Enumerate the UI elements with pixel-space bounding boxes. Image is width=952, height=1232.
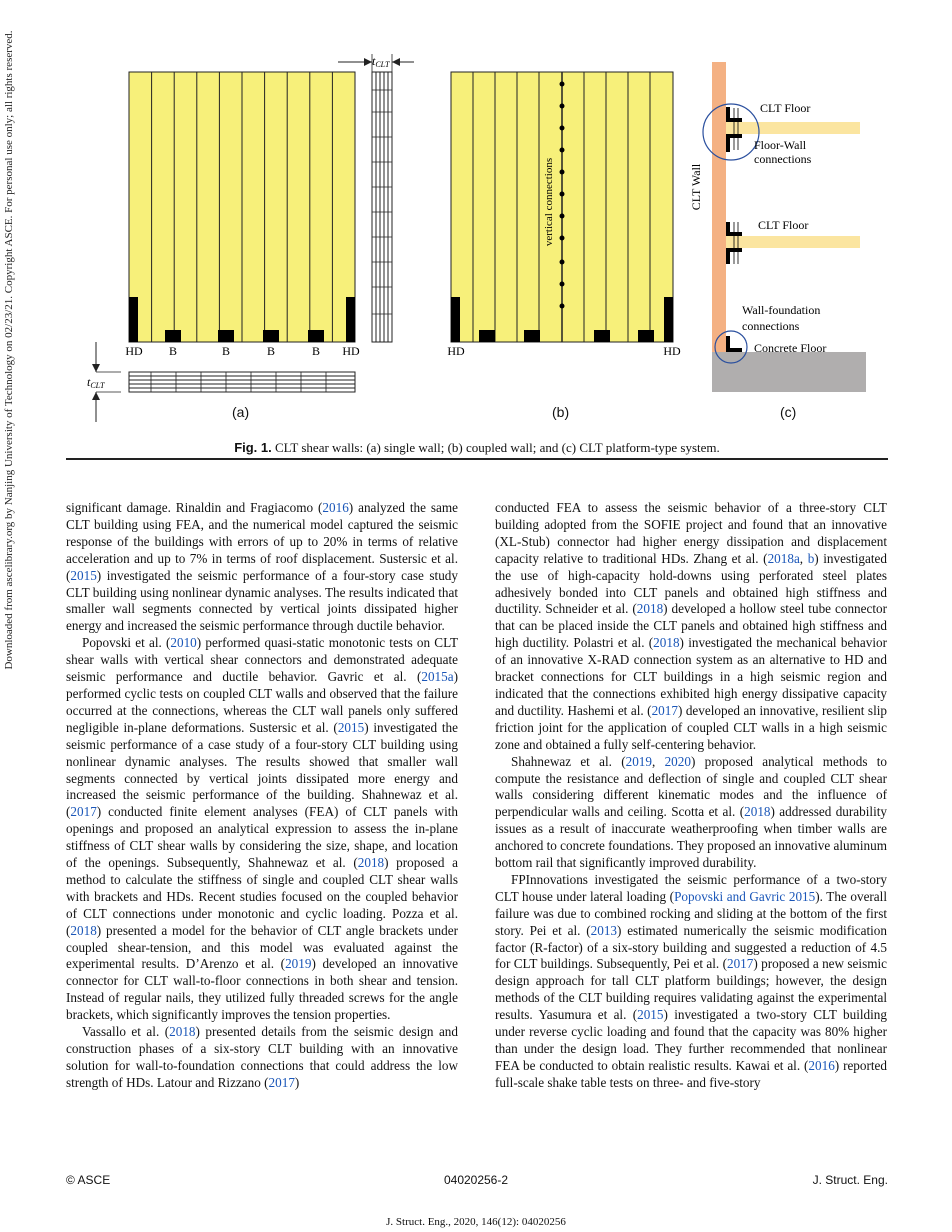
paragraph-text: ) investigated the use of high-capacity hold-downs using perforated steel plates adhesively bonded into CLT panels and obtained high stiffness and ductility. Schneider et al. ( xyxy=(495,550,887,617)
panel-b-bottom-labels xyxy=(447,344,681,358)
panel-a-wall xyxy=(129,72,355,342)
panel-b-wall xyxy=(451,72,673,342)
paragraph-text: FPInnovations investigated the seismic performance of a two-story CLT house under lateral loading ( xyxy=(495,871,887,904)
footer-page-id: 04020256-2 xyxy=(443,1173,509,1187)
paragraph-text: conducted FEA to assess the seismic behavior of a three-story CLT building adopted from the SOFIE project and found that an innovative (XL-Stub) connector had higher energy dissipation and displacement capacity relative to traditional HDs. Zhang et al. ( xyxy=(495,500,887,566)
paragraph-text: ) presented a model for the behavior of CLT angle brackets under coupled shear-tension, and this model was evaluated against the experimental results. D’Arenzo et al. ( xyxy=(66,922,458,972)
panel-a-label: (a) xyxy=(232,404,250,420)
paragraph-text: ) estimated numerically the seismic modification factor (R-factor) of a six-story building and suggested a reduction of 4.5 for CLT buildings. Subsequently, Pei et al. ( xyxy=(495,922,887,972)
citation-link[interactable]: 2018 xyxy=(169,1024,196,1040)
vertical-connections-label: vertical connections xyxy=(543,157,555,247)
panel-c-labels xyxy=(742,101,826,355)
paragraph-text: ) investigated the seismic performance of a case study of a four-story CLT building using nonlinear dynamic analyses. The results showed that smaller wall segments connected by vertical joints dissipated more energy and increased the seismic performance of the building. Shahnewaz et al. ( xyxy=(66,719,458,820)
paragraph-text: ) developed an innovative connector for CLT wall-to-floor connections in both shear and tension. Instead of regular nails, they utilized fully threaded screws for the angle brackets, which significantly improves the tension properties. xyxy=(66,956,458,1023)
paragraph xyxy=(495,872,887,1092)
label-b-3: B xyxy=(266,344,276,358)
bracket-3 xyxy=(263,330,279,342)
citation-link[interactable]: 2018 xyxy=(744,804,771,820)
citation-link[interactable]: 2015a xyxy=(421,669,454,685)
panel-a-bottom-labels xyxy=(125,344,360,358)
paragraph-text: ) reported full-scale shake table tests on three- and five-story xyxy=(495,1057,887,1090)
paragraph-text: ) investigated the mechanical behavior of an innovative X-RAD connection system as an alternative to HD and bracket connections for CLT buildings in a high seismic region and indicated that the connections exhibited high energy dissipative capacity and ductility. Hashemi et al. ( xyxy=(495,635,887,718)
paragraph-text: Popovski et al. ( xyxy=(82,635,171,651)
caption-rule xyxy=(66,458,888,460)
paragraph-text: Vassallo et al. ( xyxy=(82,1024,170,1040)
footer-citation: J. Struct. Eng., 2020, 146(12): 04020256 xyxy=(386,1216,566,1228)
clt-floor-label-2: CLT Floor xyxy=(758,218,809,232)
paragraph-text: ). The overall failure was due to combined rocking and sliding at the bottom of the first story. Pei et al. ( xyxy=(495,888,887,938)
label-b-hd-left: HD xyxy=(447,344,465,358)
panel-b-label: (b) xyxy=(552,404,570,420)
paragraph-text: ) performed quasi-static monotonic tests on CLT shear walls with vertical shear connectors and demonstrated adequate seismic performance and ductile behavior. Gavric et al. ( xyxy=(66,635,458,685)
citation-link[interactable]: 2016 xyxy=(808,1057,835,1073)
citation-link[interactable]: 2010 xyxy=(170,635,197,651)
citation-link[interactable]: 2013 xyxy=(590,922,617,938)
paragraph-text: ) analyzed the same CLT building using FEA, and the numerical model captured the seismic response of the buildings with errors of up to 20% in terms of relative acceleration and up to 7% in terms of roof displacement. Sustersic et al. ( xyxy=(66,500,458,583)
clt-floor-2 xyxy=(726,236,860,248)
paragraph xyxy=(495,500,887,754)
paragraph-text: ) proposed analytical methods to compute the resistance and deflection of single and coupled CLT shear walls considering different kinematic modes and the influence of perpendicular walls and ceiling. Scotta et al. ( xyxy=(495,753,887,820)
citation-link[interactable]: b xyxy=(807,550,815,566)
paragraph-text: ) proposed a method to calculate the stiffness of single and coupled CLT shear walls with brackets and HDs. Recent studies focused on the coupled behavior of CLT connections under monotonic and cyclic loading. Pozza et al. ( xyxy=(66,855,458,938)
right-column xyxy=(495,500,887,1092)
t-clt-bottom-label: tCLT xyxy=(87,375,105,390)
hold-down-right xyxy=(346,297,355,342)
citation-link[interactable]: 2017 xyxy=(268,1074,295,1090)
paragraph-text: ) conducted finite element analyses (FEA) of CLT panels with openings and proposed an analytical expression to assess the in-plane stiffness of CLT shear walls by considering the size, shape, and location of the openings. Subsequently, Shahnewaz et al. ( xyxy=(66,804,458,871)
paragraph-text: ) developed an innovative, resilient slip friction joint for the application of coupled CLT walls in a high seismic zone and obtained a fully self-centering behavior. xyxy=(495,702,887,752)
caption-text: CLT shear walls: (a) single wall; (b) coupled wall; and (c) CLT platform-type system. xyxy=(271,440,720,455)
clt-floor-label-1: CLT Floor xyxy=(760,101,811,115)
paragraph xyxy=(495,754,887,872)
paragraph-text: Shahnewaz et al. ( xyxy=(511,753,626,769)
citation-link[interactable]: 2020 xyxy=(664,753,691,769)
citation-link[interactable]: 2018 xyxy=(70,922,97,938)
left-column xyxy=(66,500,458,1092)
citation-link[interactable]: 2015 xyxy=(70,567,97,583)
caption-label: Fig. 1. xyxy=(234,440,272,455)
paragraph-text: ) investigated the seismic performance of a four-story case study CLT building using nonlinear dynamic analyses. The results indicated that smaller wall segments connected by vertical joints dissipated higher energy and increased the seismic performance through ductile behavior. xyxy=(66,567,458,634)
label-b-4: B xyxy=(311,344,321,358)
label-b-hd-right: HD xyxy=(663,344,681,358)
citation-link[interactable]: 2015 xyxy=(637,1007,664,1023)
download-note-text: Downloaded from ascelibrary.org by Nanjing University of Technology on 02/23/21. Copyright ASCE. For personal use only; all rights reserved. xyxy=(3,30,15,670)
citation-link[interactable]: 2018 xyxy=(653,635,680,651)
concrete-floor-label: Concrete Floor xyxy=(754,341,827,355)
paragraph-text: ) proposed a new seismic design approach for tall CLT platform buildings; however, the design methods of the CLT building requires validating against the experimental results. Yasumura et al. ( xyxy=(495,956,887,1023)
paragraph xyxy=(66,635,458,1024)
hold-down-b-right xyxy=(664,297,673,342)
citation-link[interactable]: 2016 xyxy=(322,500,349,515)
paragraph-text: ) developed a hollow steel tube connector that can be placed inside the CLT panels and obtained high stiffness and high ductility. Polastri et al. ( xyxy=(495,601,887,651)
hold-down-b-left xyxy=(451,297,460,342)
hold-down-left xyxy=(129,297,138,342)
paragraph-text: ) presented details from the seismic design and construction phases of a six-story CLT building with an innovative solution for wall-to-foundation connections that could address the low strength of HDs. Latour and Rizzano ( xyxy=(66,1024,458,1090)
citation-link[interactable]: 2017 xyxy=(651,702,678,718)
paragraph-text: ) addressed durability issues as a result of inaccurate weatherproofing when timber walls are anchored to concrete foundations. They proposed an innovative aluminum bottom rail that significantly improved durability. xyxy=(495,804,887,871)
label-hd-right: HD xyxy=(342,344,360,358)
panel-c-label: (c) xyxy=(780,404,797,420)
citation-link[interactable]: 2018a xyxy=(767,550,800,566)
t-clt-top-label: tCLT xyxy=(372,54,390,69)
clt-floor-1 xyxy=(726,122,860,134)
paragraph-text: , xyxy=(651,753,665,769)
citation-link[interactable]: 2019 xyxy=(625,753,652,769)
download-sidebar-note xyxy=(2,30,16,670)
label-b-1: B xyxy=(168,344,178,358)
figure-caption xyxy=(66,440,888,456)
figure-1-graphic xyxy=(66,52,888,427)
citation-link[interactable]: 2017 xyxy=(70,804,97,820)
bracket-1 xyxy=(165,330,181,342)
paragraph-text: ) xyxy=(294,1074,300,1090)
floor-wall-label-1: Floor-Wall xyxy=(754,138,807,152)
citation-link[interactable]: 2017 xyxy=(726,956,754,972)
concrete-slab xyxy=(712,352,866,392)
wall-foundation-label-2: connections xyxy=(742,319,800,333)
citation-link[interactable]: 2019 xyxy=(285,956,312,972)
clt-wall-label: CLT Wall xyxy=(689,163,703,211)
label-b-2: B xyxy=(221,344,231,358)
paragraph xyxy=(66,1024,458,1092)
bracket-2 xyxy=(218,330,234,342)
citation-link[interactable]: 2018 xyxy=(636,601,664,617)
figure-1 xyxy=(66,52,888,427)
label-hd-left: HD xyxy=(125,344,143,358)
wall-foundation-label-1: Wall-foundation xyxy=(742,303,821,317)
footer-journal: J. Struct. Eng. xyxy=(812,1173,888,1187)
citation-link[interactable]: 2015 xyxy=(337,719,365,735)
paragraph-text: ) investigated a two-story CLT building under reverse cyclic loading and found that the capacity was 80% higher than under the design load. They further recommended that nonlinear FEA be conducted to obtain realistic results. Kawai et al. ( xyxy=(495,1007,887,1073)
paragraph-text: significant damage. Rinaldin and Fragiacomo ( xyxy=(66,500,323,515)
paragraph-text: , xyxy=(799,550,808,566)
paragraph-text: ) performed cyclic tests on coupled CLT walls and observed that the failure occurred at the connections, whereas the CLT wall panels only suffered negligible in-plane deformations. Sustersic et al. ( xyxy=(66,669,458,735)
citation-link[interactable]: Popovski and Gavric 2015 xyxy=(674,888,816,904)
footer-copyright: © ASCE xyxy=(66,1173,111,1187)
bracket-4 xyxy=(308,330,324,342)
floor-wall-label-2: connections xyxy=(754,152,812,166)
paragraph xyxy=(66,500,458,635)
citation-link[interactable]: 2018 xyxy=(357,855,385,871)
